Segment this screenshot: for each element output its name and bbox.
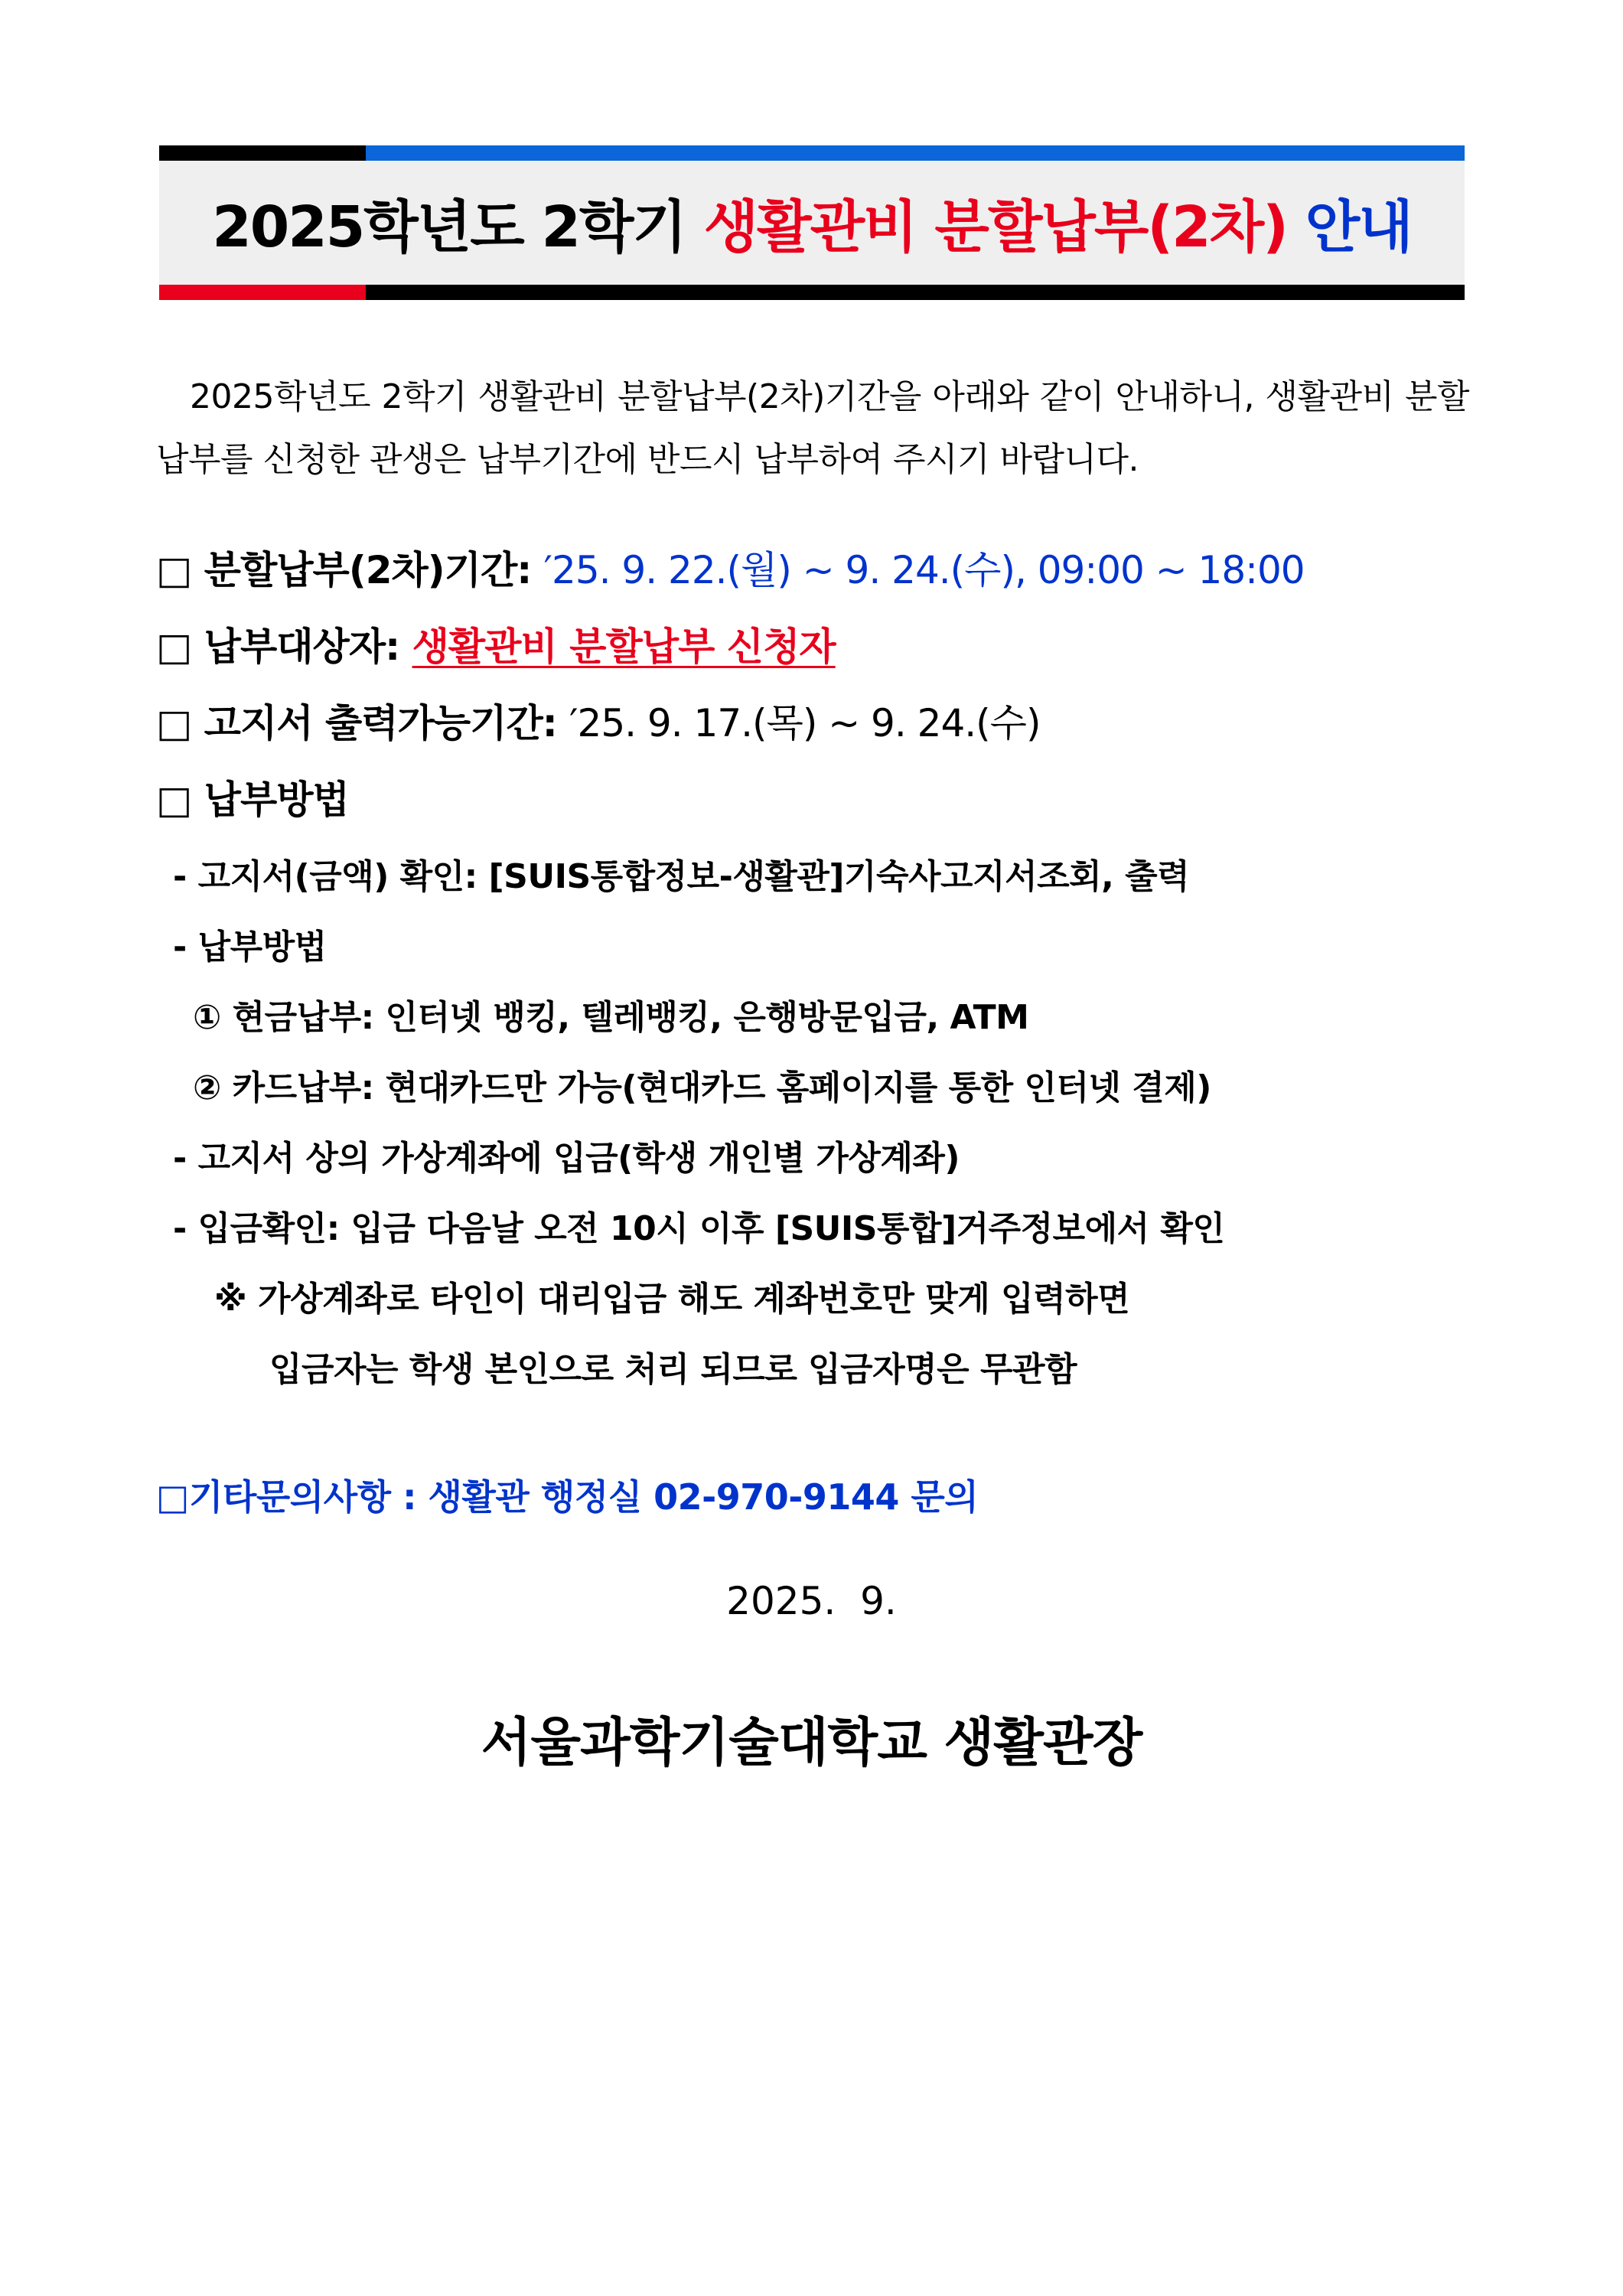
signature: 서울과학기술대학교 생활관장 (481, 1713, 1142, 1773)
notice-date (0, 1578, 1623, 1624)
section-period (156, 547, 1305, 593)
section-target-label: □ 납부대상자: (156, 625, 412, 669)
method-virtual-account: - 고지서 상의 가상계좌에 입금(학생 개인별 가상계좌) (173, 1139, 960, 1178)
notice-date-text: 2025. 9. (726, 1579, 897, 1623)
banner-top-bar (159, 145, 1465, 161)
intro-paragraph: 2025학년도 2학기 생활관비 분할납부(2차)기간을 아래와 같이 안내하니, 생활관비 분할납부를 신청한 관생은 납부기간에 반드시 납부하여 주시기 바랍니다. (156, 377, 1469, 479)
banner-top-bar-blue (366, 145, 1465, 161)
section-period-value: ′25. 9. 22.(월) ~ 9. 24.(수), 09:00 ~ 18:00 (543, 548, 1305, 592)
section-target-value: 생활관비 분할납부 신청자 (412, 625, 836, 669)
title-banner (159, 145, 1465, 300)
banner-bottom-bar (159, 285, 1465, 300)
page-title (159, 161, 1465, 285)
banner-bottom-bar-red (159, 285, 366, 300)
method-note-line2: 입금자는 학생 본인으로 처리 되므로 입금자명은 무관함 (269, 1350, 1077, 1389)
method-check-amount: - 고지서(금액) 확인: [SUIS통합정보-생활관]기숙사고지서조회, 출력 (173, 857, 1190, 896)
inquiry-line: □기타문의사항 : 생활관 행정실 02-970-9144 문의 (156, 1476, 979, 1518)
section-period-label: □ 분할납부(2차)기간: (156, 548, 544, 592)
section-method-label: □ 납부방법 (156, 778, 349, 822)
section-print-period-value: ′25. 9. 17.(목) ~ 9. 24.(수) (569, 701, 1041, 745)
banner-top-bar-black (159, 145, 366, 161)
title-part-black: 2025학년도 2학기 (212, 194, 704, 260)
section-method (156, 777, 349, 823)
method-cash: ① 현금납부: 인터넷 뱅킹, 텔레뱅킹, 은행방문입금, ATM (193, 998, 1029, 1037)
section-target (156, 624, 836, 670)
method-card: ② 카드납부: 현대카드만 가능(현대카드 홈페이지를 통한 인터넷 결제) (193, 1068, 1211, 1107)
method-title: - 납부방법 (173, 928, 327, 967)
title-part-red: 생활관비 분할납부(2차) (703, 194, 1305, 260)
banner-bottom-bar-black (366, 285, 1465, 300)
title-part-blue: 안내 (1305, 194, 1412, 260)
method-confirm: - 입금확인: 입금 다음날 오전 10시 이후 [SUIS통합]거주정보에서 확인 (173, 1209, 1225, 1248)
method-note-line1: ※ 가상계좌로 타인이 대리입금 해도 계좌번호만 맞게 입력하면 (214, 1280, 1130, 1319)
section-print-period (156, 700, 1040, 746)
section-print-period-label: □ 고지서 출력가능기간: (156, 701, 570, 745)
